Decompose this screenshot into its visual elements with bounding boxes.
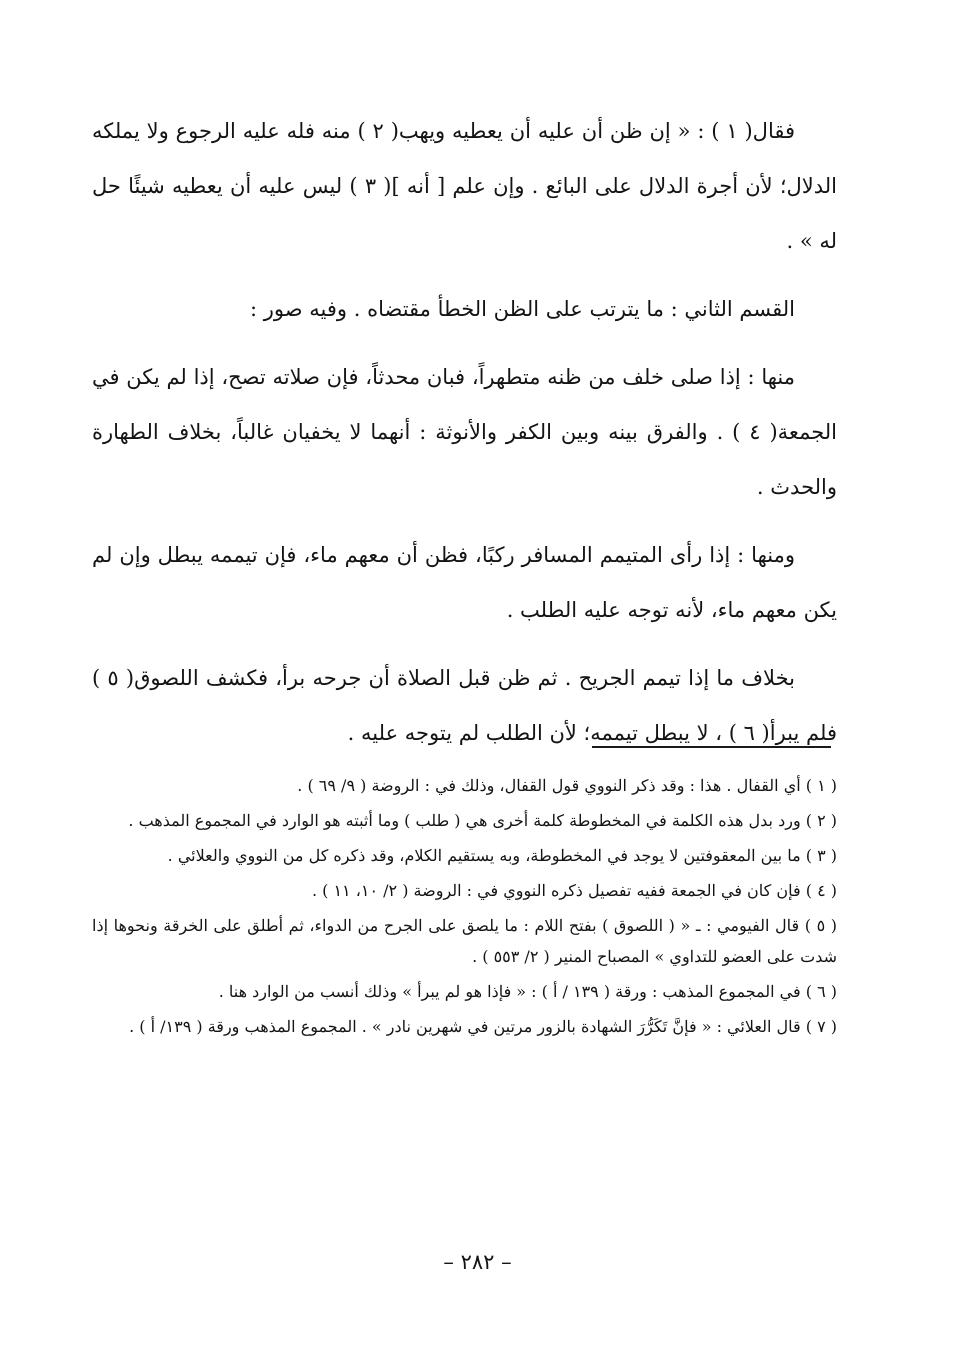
main-text — [92, 104, 837, 761]
page-number: – ٢٨٢ – — [443, 1250, 512, 1274]
footnote-5: ( ٥ ) قال الفيومي : ـ « ( اللصوق ) بفتح اللام : ما يلصق على الجرح من الدواء، ثم أطلق على الخرقة ونحوها إذا شدت على العضو للتداوي » المصباح المنير ( ٢/ ٥٥٣ ) . — [92, 916, 838, 966]
paragraph-tayammum-wounded: بخلاف ما إذا تيمم الجريح . ثم ظن قبل الصلاة أن جرحه برأ، فكشف اللصوق( ٥ ) فلم يبرأ( ٦ ) ، لا يبطل تيممه؛ لأن الطلب لم يتوجه عليه . — [92, 666, 837, 745]
footnote-6: ( ٦ ) في المجموع المذهب : ورقة ( ١٣٩ / أ ) : « فإذا هو لم يبرأ » وذلك أنسب من الوارد هنا . — [218, 982, 837, 1001]
paragraph-tayammum-traveler: ومنها : إذا رأى المتيمم المسافر ركبًا، فظن أن معهم ماء، فإن تيممه يبطل وإن لم يكن معهم ماء، لأنه توجه عليه الطلب . — [92, 543, 837, 622]
footnote-1: ( ١ ) أي القفال . هذا : وقد ذكر النووي قول القفال، وذلك في : الروضة ( ٩/ ٦٩ ) . — [297, 776, 837, 795]
footnote-4: ( ٤ ) فإن كان في الجمعة ففيه تفصيل ذكره النووي في : الروضة ( ٢/ ١٠، ١١ ) . — [311, 881, 837, 900]
footnotes — [92, 770, 837, 1046]
footnote-7: ( ٧ ) قال العلائي : « فإنَّ تَكَرُّرَ الشهادة بالزور مرتين في شهرين نادر » . المجموع المذهب ورقة ( ١٣٩/ أ ) . — [129, 1017, 837, 1036]
paragraph-qaffal-quote: فقال( ١ ) : « إن ظن أن عليه أن يعطيه ويهب( ٢ ) منه فله عليه الرجوع ولا يملكه الدلال؛ لأن أجرة الدلال على البائع . وإن علم [ أنه ]( ٣ ) ليس عليه أن يعطيه شيئًا حل له » . — [92, 119, 837, 253]
footnote-3: ( ٣ ) ما بين المعقوفتين لا يوجد في المخطوطة، وبه يستقيم الكلام، وقد ذكره كل من النووي والعلائي . — [167, 846, 837, 865]
paragraph-prayer-behind-imam: منها : إذا صلى خلف من ظنه متطهراً، فبان محدثاً، فإن صلاته تصح، إذا لم يكن في الجمعة( ٤ ) . والفرق بينه وبين الكفر والأنوثة : أنهما لا يخفيان غالباً، بخلاف الطهارة والحدث . — [92, 365, 837, 499]
paragraph-section-two-heading: القسم الثاني : ما يترتب على الظن الخطأ مقتضاه . وفيه صور : — [250, 297, 795, 321]
footnote-divider — [592, 746, 831, 748]
footnote-2: ( ٢ ) ورد بدل هذه الكلمة في المخطوطة كلمة أخرى هي ( طلب ) وما أثبته هو الوارد في المجموع المذهب . — [128, 811, 837, 830]
